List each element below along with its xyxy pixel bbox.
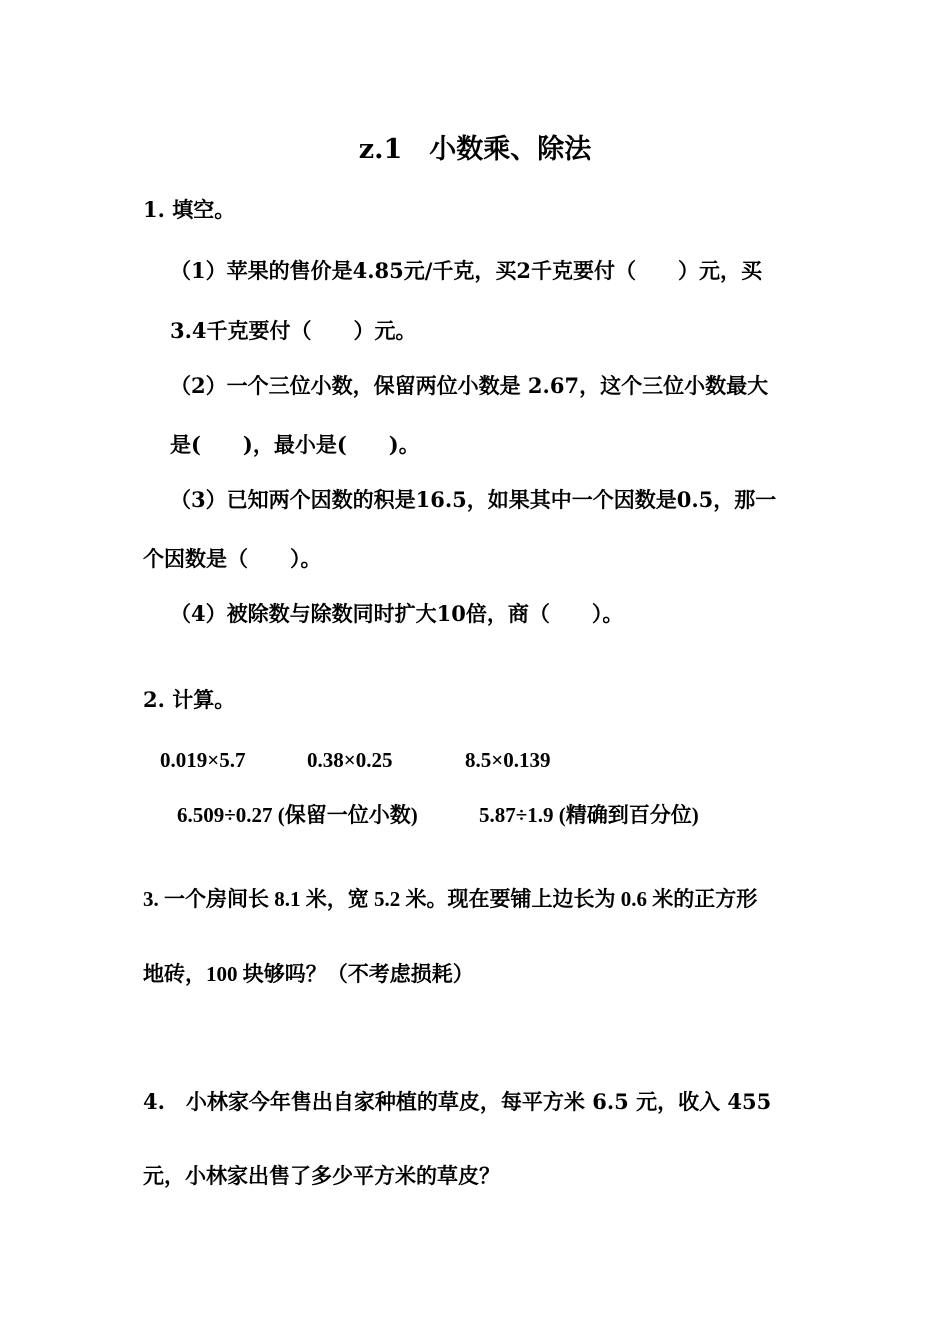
question-3-line-1: 3. 一个房间长 8.1 米，宽 5.2 米。现在要铺上边长为 0.6 米的正方形 bbox=[143, 887, 758, 911]
question-1-item-4: （4）被除数与除数同时扩大10倍，商（ ）。 bbox=[170, 601, 624, 626]
calc-expression-1: 0.019×5.7 bbox=[160, 748, 246, 772]
question-3-line-2: 地砖，100 块够吗？（不考虑损耗） bbox=[143, 962, 474, 986]
calc-expression-5: 5.87÷1.9 (精确到百分位) bbox=[479, 803, 699, 827]
calc-expression-2: 0.38×0.25 bbox=[307, 748, 393, 772]
question-1-heading: 1. 填空。 bbox=[143, 197, 236, 222]
question-4-line-2: 元，小林家出售了多少平方米的草皮？ bbox=[143, 1163, 500, 1188]
question-1-item-1-line-2: 3.4千克要付（ ）元。 bbox=[170, 318, 417, 343]
question-2-heading: 2. 计算。 bbox=[143, 687, 236, 712]
calc-expression-3: 8.5×0.139 bbox=[465, 748, 551, 772]
page-title: z.1 小数乘、除法 bbox=[358, 134, 592, 165]
question-1-item-1-line-1: （1）苹果的售价是4.85元/千克，买2千克要付（ ）元，买 bbox=[170, 258, 763, 283]
question-1-item-2-line-1: （2）一个三位小数，保留两位小数是 2.67，这个三位小数最大 bbox=[170, 373, 769, 398]
question-1-item-3-line-1: （3）已知两个因数的积是16.5，如果其中一个因数是0.5，那一 bbox=[170, 487, 777, 512]
calc-expression-4: 6.509÷0.27 (保留一位小数) bbox=[177, 803, 418, 827]
question-4-line-1: 4. 小林家今年售出自家种植的草皮，每平方米 6.5 元，收入 455 bbox=[143, 1089, 772, 1114]
question-1-item-2-line-2: 是( )，最小是( )。 bbox=[170, 432, 420, 457]
question-1-item-3-line-2: 个因数是（ ）。 bbox=[143, 546, 322, 571]
